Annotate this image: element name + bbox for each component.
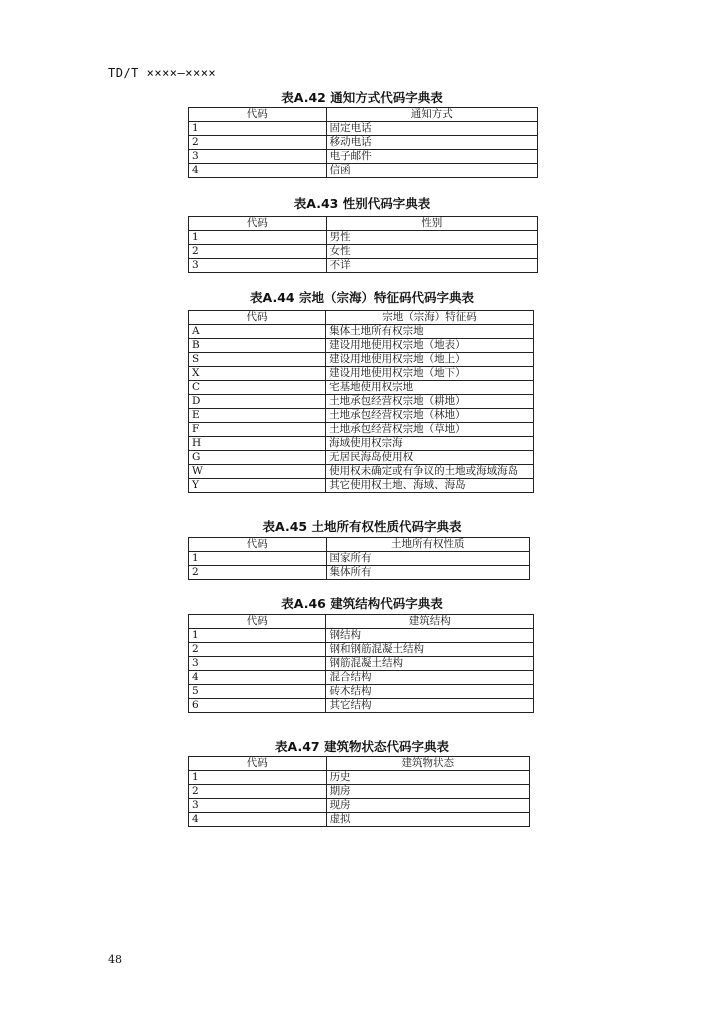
table-row	[189, 465, 534, 479]
table-row	[189, 479, 534, 493]
cell-code: W	[189, 465, 326, 479]
table-row	[189, 367, 534, 381]
table-header-row	[189, 311, 534, 325]
column-header-code: 代码	[189, 108, 327, 122]
cell-value: 期房	[326, 785, 529, 799]
page-number: 48	[108, 953, 122, 966]
table-row	[189, 813, 530, 827]
table-caption: 表A.47 建筑物状态代码字典表	[275, 739, 449, 754]
cell-value: 移动电话	[326, 136, 537, 150]
cell-code: 6	[189, 699, 326, 713]
cell-value: 土地承包经营权宗地（草地）	[326, 423, 534, 437]
table-header-row	[189, 108, 538, 122]
cell-value: 无居民海岛使用权	[326, 451, 534, 465]
cell-code: 3	[189, 150, 327, 164]
cell-code: 4	[189, 164, 327, 178]
table-row	[189, 395, 534, 409]
table-a46	[188, 614, 534, 713]
table-a47	[188, 756, 530, 827]
cell-value: 土地承包经营权宗地（耕地）	[326, 395, 534, 409]
table-row	[189, 671, 534, 685]
table-caption: 表A.45 土地所有权性质代码字典表	[262, 519, 462, 534]
column-header-code: 代码	[189, 538, 327, 552]
column-header-value: 性别	[326, 217, 537, 231]
cell-code: 4	[189, 813, 327, 827]
cell-code: H	[189, 437, 326, 451]
column-header-value: 土地所有权性质	[326, 538, 529, 552]
table-row	[189, 643, 534, 657]
table-row	[189, 409, 534, 423]
section-a42	[0, 90, 724, 106]
cell-value: 男性	[326, 231, 537, 245]
table-a45	[188, 537, 530, 580]
table-row	[189, 136, 538, 150]
cell-value: 集体土地所有权宗地	[326, 325, 534, 339]
cell-code: 2	[189, 136, 327, 150]
cell-value: 钢和钢筋混凝土结构	[326, 643, 534, 657]
column-header-code: 代码	[189, 757, 327, 771]
cell-code: C	[189, 381, 326, 395]
cell-value: 建设用地使用权宗地（地下）	[326, 367, 534, 381]
table-caption: 表A.44 宗地（宗海）特征码代码字典表	[250, 290, 474, 305]
table-row	[189, 437, 534, 451]
cell-value: 钢结构	[326, 629, 534, 643]
column-header-code: 代码	[189, 217, 327, 231]
cell-code: 2	[189, 245, 327, 259]
column-header-value: 宗地（宗海）特征码	[326, 311, 534, 325]
table-header-row	[189, 757, 530, 771]
cell-code: E	[189, 409, 326, 423]
table-row	[189, 771, 530, 785]
table-row	[189, 353, 534, 367]
cell-code: 1	[189, 122, 327, 136]
table-row	[189, 122, 538, 136]
cell-code: 3	[189, 657, 326, 671]
table-header-row	[189, 538, 530, 552]
column-header-value: 建筑结构	[326, 615, 534, 629]
cell-value: 现房	[326, 799, 529, 813]
table-caption: 表A.42 通知方式代码字典表	[281, 90, 443, 105]
table-row	[189, 552, 530, 566]
table-row	[189, 231, 538, 245]
table-row	[189, 245, 538, 259]
table-row	[189, 699, 534, 713]
table-row	[189, 799, 530, 813]
table-row	[189, 657, 534, 671]
cell-value: 不详	[326, 259, 537, 273]
cell-code: G	[189, 451, 326, 465]
cell-value: 海域使用权宗海	[326, 437, 534, 451]
cell-value: 使用权未确定或有争议的土地或海域海岛	[326, 465, 534, 479]
column-header-value: 通知方式	[326, 108, 537, 122]
cell-value: 混合结构	[326, 671, 534, 685]
table-row	[189, 150, 538, 164]
column-header-value: 建筑物状态	[326, 757, 529, 771]
cell-code: X	[189, 367, 326, 381]
cell-value: 电子邮件	[326, 150, 537, 164]
cell-code: 1	[189, 771, 327, 785]
cell-code: 1	[189, 629, 326, 643]
table-a42	[188, 107, 538, 178]
cell-value: 历史	[326, 771, 529, 785]
section-a46	[0, 596, 724, 612]
cell-code: 2	[189, 785, 327, 799]
cell-code: 3	[189, 259, 327, 273]
cell-value: 女性	[326, 245, 537, 259]
cell-code: B	[189, 339, 326, 353]
table-row	[189, 629, 534, 643]
table-caption: 表A.43 性别代码字典表	[293, 196, 431, 211]
cell-code: Y	[189, 479, 326, 493]
cell-code: 1	[189, 552, 327, 566]
column-header-code: 代码	[189, 311, 326, 325]
table-row	[189, 685, 534, 699]
cell-value: 其它使用权土地、海域、海岛	[326, 479, 534, 493]
table-a43	[188, 216, 538, 273]
section-a45	[0, 519, 724, 535]
section-a44	[0, 290, 724, 306]
column-header-code: 代码	[189, 615, 326, 629]
cell-code: F	[189, 423, 326, 437]
cell-value: 国家所有	[326, 552, 529, 566]
cell-value: 土地承包经营权宗地（林地）	[326, 409, 534, 423]
table-row	[189, 423, 534, 437]
table-header-row	[189, 217, 538, 231]
cell-value: 宅基地使用权宗地	[326, 381, 534, 395]
table-row	[189, 451, 534, 465]
cell-value: 建设用地使用权宗地（地上）	[326, 353, 534, 367]
table-row	[189, 259, 538, 273]
cell-code: 2	[189, 566, 327, 580]
table-caption: 表A.46 建筑结构代码字典表	[281, 596, 443, 611]
table-row	[189, 339, 534, 353]
cell-value: 固定电话	[326, 122, 537, 136]
table-a44	[188, 310, 534, 493]
table-row	[189, 164, 538, 178]
cell-value: 钢筋混凝土结构	[326, 657, 534, 671]
cell-code: S	[189, 353, 326, 367]
cell-value: 虚拟	[326, 813, 529, 827]
cell-code: D	[189, 395, 326, 409]
cell-value: 砖木结构	[326, 685, 534, 699]
cell-code: 5	[189, 685, 326, 699]
table-row	[189, 325, 534, 339]
cell-code: 3	[189, 799, 327, 813]
table-row	[189, 785, 530, 799]
cell-code: 4	[189, 671, 326, 685]
cell-value: 信函	[326, 164, 537, 178]
cell-code: 2	[189, 643, 326, 657]
cell-code: A	[189, 325, 326, 339]
table-row	[189, 566, 530, 580]
table-row	[189, 381, 534, 395]
cell-code: 1	[189, 231, 327, 245]
table-header-row	[189, 615, 534, 629]
cell-value: 建设用地使用权宗地（地表）	[326, 339, 534, 353]
cell-value: 集体所有	[326, 566, 529, 580]
section-a43	[0, 196, 724, 212]
cell-value: 其它结构	[326, 699, 534, 713]
section-a47	[0, 739, 724, 755]
document-code: TD/T ××××—××××	[108, 66, 217, 80]
